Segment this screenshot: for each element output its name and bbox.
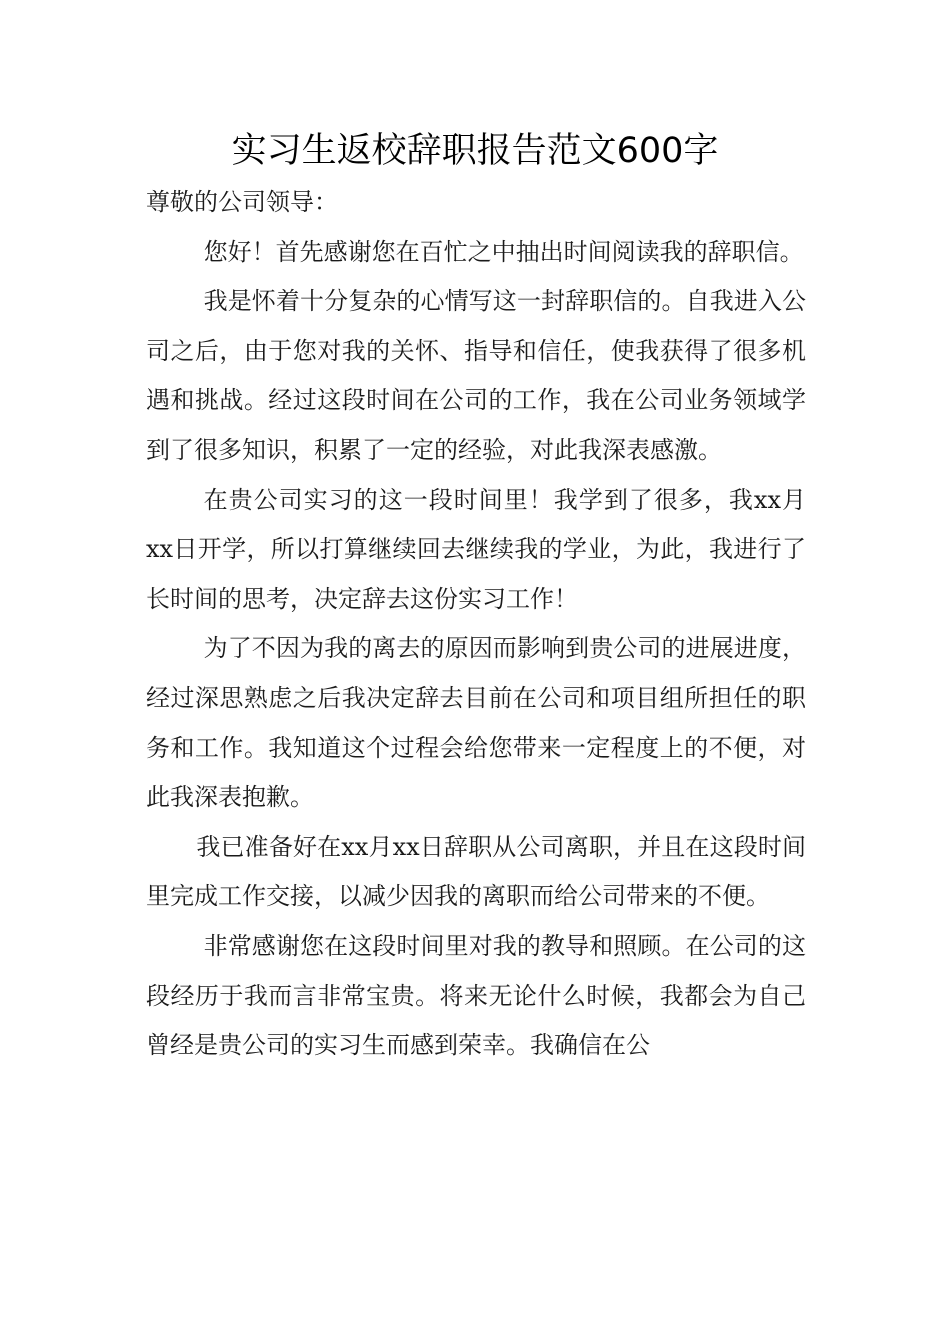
- paragraph-feelings: 我是怀着十分复杂的心情写这一封辞职信的。自我进入公司之后，由于您对我的关怀、指导和信任，使我获得了很多机遇和挑战。经过这段时间在公司的工作，我在公司业务领域学到了很多知识，积累了一定的经验，对此我深表感激。: [146, 287, 806, 464]
- salutation: 尊敬的公司领导：: [146, 188, 338, 216]
- paragraph-handover: 我已准备好在xx月xx日辞职从公司离职，并且在这段时间里完成工作交接，以减少因我的离职而给公司带来的不便。: [146, 832, 806, 911]
- paragraph-decision: 为了不因为我的离去的原因而影响到贵公司的进展进度，经过深思熟虑之后我决定辞去目前在公司和项目组所担任的职务和工作。我知道这个过程会给您带来一定程度上的不便，对此我深表抱歉。: [146, 634, 806, 812]
- paragraph-thanks: 非常感谢您在这段时间里对我的教导和照顾。在公司的这段经历于我而言非常宝贵。将来无论什么时候，我都会为自己曾经是贵公司的实习生而感到荣幸。我确信在公: [146, 931, 806, 1060]
- paragraph-internship: 在贵公司实习的这一段时间里！我学到了很多，我xx月xx日开学，所以打算继续回去继续我的学业，为此，我进行了长时间的思考，决定辞去这份实习工作！: [146, 485, 806, 613]
- document-title: 实习生返校辞职报告范文600字: [231, 131, 719, 171]
- letter-body: [146, 178, 806, 1071]
- paragraph-greeting: 您好！首先感谢您在百忙之中抽出时间阅读我的辞职信。: [203, 237, 804, 266]
